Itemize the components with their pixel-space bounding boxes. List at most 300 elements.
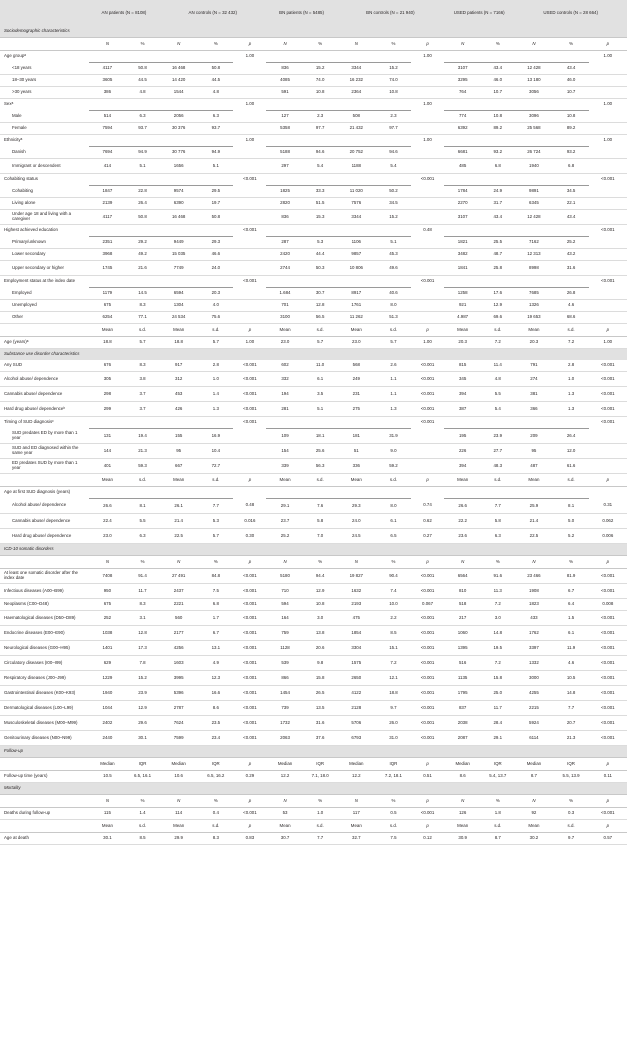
table-cell: 49.6 xyxy=(376,261,411,276)
table-cell: 131 xyxy=(89,429,126,444)
group-title: Timing of SUD diagnosisᶜ xyxy=(4,419,54,425)
table-cell: 7.2 xyxy=(481,337,514,349)
underline-cell xyxy=(266,225,303,237)
table-cell: 6.7 xyxy=(198,626,233,641)
table-cell xyxy=(233,288,266,300)
table-cell: 299 xyxy=(89,402,126,417)
underline-cell xyxy=(266,174,303,186)
table-cell: <0.001 xyxy=(233,731,266,746)
table-cell: <0.001 xyxy=(411,402,444,417)
table-cell: 739 xyxy=(266,701,303,716)
table-cell: 59.3 xyxy=(126,459,159,474)
table-cell: 30.7 xyxy=(266,833,303,845)
table-cell: 4.8 xyxy=(198,87,233,99)
table-cell: 5.7 xyxy=(304,337,337,349)
table-cell: 9574 xyxy=(159,186,198,198)
table-cell xyxy=(589,459,627,474)
table-cell: 0.51 xyxy=(411,771,444,783)
table-cell: 27 491 xyxy=(159,569,198,584)
table-cell: 1.5 xyxy=(554,611,589,626)
table-cell: 1841 xyxy=(444,261,481,276)
table-cell: 837 xyxy=(444,701,481,716)
table-cell: 231 xyxy=(337,387,376,402)
column-header-bn_controls: BN controls (N = 21 940) xyxy=(337,0,444,26)
unit-label: N xyxy=(159,556,198,569)
table-cell: 95 xyxy=(159,444,198,459)
underline-cell xyxy=(126,276,159,288)
table-cell: 8998 xyxy=(514,261,553,276)
table-cell: 93.7 xyxy=(126,123,159,135)
table-cell: 33.3 xyxy=(304,186,337,198)
table-cell xyxy=(233,198,266,210)
table-cell: 5.1 xyxy=(304,402,337,417)
underline-cell xyxy=(444,225,481,237)
table-cell xyxy=(589,186,627,198)
table-cell: 1544 xyxy=(159,87,198,99)
table-cell: 15 035 xyxy=(159,249,198,261)
table-cell: 2650 xyxy=(337,671,376,686)
unit-label: Mean xyxy=(444,820,481,833)
table-cell: <0.001 xyxy=(411,671,444,686)
table-row xyxy=(0,716,627,731)
unit-label: s.d. xyxy=(376,324,411,337)
table-cell: 74.0 xyxy=(304,75,337,87)
table-cell: 2402 xyxy=(89,716,126,731)
table-cell xyxy=(411,186,444,198)
table-cell: 144 xyxy=(89,444,126,459)
table-cell: 8.3 xyxy=(126,300,159,312)
table-cell: 2.8 xyxy=(554,360,589,372)
table-cell: 9891 xyxy=(514,186,553,198)
table-cell: <0.001 xyxy=(233,599,266,611)
table-cell: 5188 xyxy=(266,147,303,159)
header-row xyxy=(0,0,627,26)
underline-cell xyxy=(304,51,337,63)
table-cell: 3.5 xyxy=(304,387,337,402)
underline-cell xyxy=(554,417,589,429)
table-cell: 155 xyxy=(159,429,198,444)
table-cell: 43.4 xyxy=(554,63,589,75)
unit-label: s.d. xyxy=(198,324,233,337)
table-row xyxy=(0,159,627,174)
table-cell: 1632 xyxy=(337,584,376,599)
table-row xyxy=(0,337,627,349)
row-label: Employed xyxy=(0,288,89,300)
underline-cell xyxy=(304,417,337,429)
group-title-row xyxy=(0,276,627,288)
group-title: Sexᵃ xyxy=(4,101,14,107)
table-cell: 1454 xyxy=(266,686,303,701)
unit-label: s.d. xyxy=(481,820,514,833)
units-blank xyxy=(0,556,89,569)
table-cell: 1106 xyxy=(337,237,376,249)
table-cell: <0.001 xyxy=(589,671,627,686)
table-cell: 281 xyxy=(266,402,303,417)
table-cell: 0.30 xyxy=(233,529,266,544)
underline-cell xyxy=(444,174,481,186)
p-value: 1.00 xyxy=(603,53,613,59)
underline-cell xyxy=(444,276,481,288)
table-cell xyxy=(411,63,444,75)
table-cell: 1603 xyxy=(159,656,198,671)
table-cell: 23.0 xyxy=(89,529,126,544)
unit-label: N xyxy=(89,556,126,569)
underline-cell xyxy=(304,99,337,111)
table-cell: 0.83 xyxy=(233,833,266,845)
unit-label: p xyxy=(233,820,266,833)
table-cell: 1762 xyxy=(514,626,553,641)
table-cell: 84.8 xyxy=(198,569,233,584)
table-cell: 6.7 xyxy=(554,584,589,599)
table-cell: 29.9 xyxy=(159,833,198,845)
underline-cell xyxy=(89,174,126,186)
table-cell: 23.4 xyxy=(198,731,233,746)
table-cell: 93.7 xyxy=(198,123,233,135)
row-label: Cohabiting xyxy=(0,186,89,198)
table-cell: <0.001 xyxy=(589,808,627,820)
table-cell xyxy=(233,261,266,276)
unit-label: N xyxy=(266,556,303,569)
column-header-used_patients: USED patients (N = 7166) xyxy=(444,0,514,26)
units-row xyxy=(0,820,627,833)
table-cell xyxy=(233,111,266,123)
table-cell: 7.7 xyxy=(554,701,589,716)
table-cell: 4.0 xyxy=(198,300,233,312)
unit-label: % xyxy=(304,38,337,51)
table-cell: 629 xyxy=(89,656,126,671)
table-cell: 5.5, 13.9 xyxy=(554,771,589,783)
table-cell: 7.7 xyxy=(304,833,337,845)
unit-label: p xyxy=(411,556,444,569)
table-cell: 127 xyxy=(266,111,303,123)
table-cell: 8.6 xyxy=(444,771,481,783)
p-value: <0.001 xyxy=(243,176,257,182)
table-cell: <0.001 xyxy=(411,641,444,656)
underline-cell xyxy=(266,417,303,429)
underline-cell xyxy=(376,225,411,237)
table-cell: 2.2 xyxy=(376,611,411,626)
table-cell: 6345 xyxy=(514,198,553,210)
table-cell: 50.8 xyxy=(198,210,233,225)
units-blank xyxy=(0,820,89,833)
unit-label: IQR xyxy=(481,758,514,771)
table-cell xyxy=(411,459,444,474)
underline-cell xyxy=(266,276,303,288)
table-cell: <0.001 xyxy=(233,626,266,641)
underline-cell xyxy=(126,417,159,429)
table-cell: 6.8 xyxy=(554,159,589,174)
table-cell: 95 xyxy=(514,444,553,459)
table-cell: 29.3 xyxy=(198,237,233,249)
underline-cell xyxy=(198,135,233,147)
p-value: <0.001 xyxy=(601,419,615,425)
table-cell: 2.8 xyxy=(198,360,233,372)
table-cell: 10.5 xyxy=(89,771,126,783)
unit-label: N xyxy=(444,556,481,569)
table-cell: 1.3 xyxy=(554,387,589,402)
table-cell: 21.4 xyxy=(514,514,553,529)
table-cell: 50.3 xyxy=(304,261,337,276)
group-title-row xyxy=(0,487,627,499)
table-cell: 44.5 xyxy=(126,75,159,87)
table-cell xyxy=(411,147,444,159)
table-cell: 21.4 xyxy=(159,514,198,529)
table-row xyxy=(0,626,627,641)
unit-label: s.d. xyxy=(304,324,337,337)
table-cell: 94.9 xyxy=(198,147,233,159)
table-cell: 12 428 xyxy=(514,210,553,225)
section-header xyxy=(0,26,627,38)
table-cell: 44.4 xyxy=(304,249,337,261)
unit-label: p xyxy=(589,820,627,833)
table-cell: 14.8 xyxy=(554,686,589,701)
underline-cell xyxy=(126,99,159,111)
table-cell: 30.7 xyxy=(304,288,337,300)
table-cell: <0.001 xyxy=(233,387,266,402)
table-cell: 8917 xyxy=(337,288,376,300)
underline-cell xyxy=(126,174,159,186)
table-cell: 45.3 xyxy=(376,249,411,261)
unit-label: N xyxy=(337,556,376,569)
table-row xyxy=(0,300,627,312)
table-cell: 59.2 xyxy=(376,459,411,474)
table-cell: 5924 xyxy=(514,716,553,731)
table-row xyxy=(0,87,627,99)
table-cell: 1.00 xyxy=(411,337,444,349)
table-row xyxy=(0,569,627,584)
underline-cell xyxy=(376,51,411,63)
table-cell: 950 xyxy=(89,584,126,599)
row-label: Musculoskeletal diseases (M00–M99) xyxy=(0,716,89,731)
table-cell: 15.3 xyxy=(304,210,337,225)
table-cell: 10.8 xyxy=(376,87,411,99)
table-cell: 5396 xyxy=(159,686,198,701)
underline-cell xyxy=(89,225,126,237)
table-cell: 11.9 xyxy=(554,641,589,656)
p-value: <0.001 xyxy=(601,278,615,284)
group-title: Age groupᵃ xyxy=(4,53,26,59)
table-cell: 25.5 xyxy=(481,237,514,249)
underline-cell xyxy=(337,174,376,186)
table-cell: 539 xyxy=(266,656,303,671)
table-cell: 5.3 xyxy=(198,514,233,529)
table-cell: 32.7 xyxy=(337,833,376,845)
table-cell: 20 752 xyxy=(337,147,376,159)
underline-cell xyxy=(126,135,159,147)
table-cell: <0.001 xyxy=(411,686,444,701)
table-cell: 43.4 xyxy=(481,63,514,75)
table-cell: 18.1 xyxy=(304,429,337,444)
table-cell: <0.001 xyxy=(233,641,266,656)
table-cell: 37.6 xyxy=(304,731,337,746)
underline-cell xyxy=(337,417,376,429)
table-cell: 22.4 xyxy=(89,514,126,529)
table-cell: 12.2 xyxy=(337,771,376,783)
table-cell: 2351 xyxy=(89,237,126,249)
table-cell: 1038 xyxy=(89,626,126,641)
table-cell: 8.0 xyxy=(376,499,411,514)
table-cell: <0.001 xyxy=(233,372,266,387)
row-label: Cannabis abuse/ dependence xyxy=(0,514,89,529)
table-row xyxy=(0,387,627,402)
table-row xyxy=(0,671,627,686)
unit-label: Mean xyxy=(337,820,376,833)
row-label: Haematological diseases (D50–D89) xyxy=(0,611,89,626)
group-title-row xyxy=(0,51,627,63)
table-row xyxy=(0,147,627,159)
row-label: SUD and ED diagnosed within the same year xyxy=(0,444,89,459)
row-label: Neurological diseases (G00–H95) xyxy=(0,641,89,656)
p-value: <0.001 xyxy=(243,419,257,425)
table-cell: 3344 xyxy=(337,210,376,225)
table-cell: 26.4 xyxy=(126,198,159,210)
unit-label: p xyxy=(589,474,627,487)
table-cell: 12.2 xyxy=(266,771,303,783)
underline-cell xyxy=(444,135,481,147)
table-cell: 12.9 xyxy=(304,584,337,599)
table-cell: 2.6 xyxy=(376,360,411,372)
underline-cell xyxy=(554,99,589,111)
table-cell: 0.31 xyxy=(589,499,627,514)
underline-cell xyxy=(159,174,198,186)
table-cell: 94.4 xyxy=(304,569,337,584)
table-cell: 1.0 xyxy=(198,372,233,387)
table-cell xyxy=(233,147,266,159)
table-cell: 2364 xyxy=(337,87,376,99)
table-cell: 13.1 xyxy=(198,641,233,656)
table-cell: 8.6 xyxy=(198,701,233,716)
table-cell: 24 534 xyxy=(159,312,198,324)
table-cell: <0.001 xyxy=(411,626,444,641)
table-cell: 297 xyxy=(266,159,303,174)
underline-cell xyxy=(159,51,198,63)
table-cell: 387 xyxy=(444,402,481,417)
table-cell: 508 xyxy=(337,111,376,123)
table-cell: 3.0 xyxy=(304,611,337,626)
table-cell xyxy=(411,198,444,210)
table-cell: 1.1 xyxy=(376,387,411,402)
table-cell: 10.5 xyxy=(554,671,589,686)
table-cell: 6114 xyxy=(514,731,553,746)
table-cell: 11 020 xyxy=(337,186,376,198)
table-row xyxy=(0,771,627,783)
p-value: 1.00 xyxy=(423,53,432,59)
table-cell: 30.2 xyxy=(514,833,553,845)
underline-cell xyxy=(266,487,303,499)
table-cell: 51 xyxy=(337,444,376,459)
row-label: 18–30 years xyxy=(0,75,89,87)
table-cell: 10.8 xyxy=(304,599,337,611)
row-label: Endocrine diseases (E00–E90) xyxy=(0,626,89,641)
row-label: ED predates SUD by more than 1 year xyxy=(0,459,89,474)
underline-cell xyxy=(198,417,233,429)
table-cell: 312 xyxy=(159,372,198,387)
table-cell: 3304 xyxy=(337,641,376,656)
table-cell: 6392 xyxy=(444,123,481,135)
underline-cell xyxy=(514,487,553,499)
table-cell: 10.0 xyxy=(376,599,411,611)
unit-label: % xyxy=(304,795,337,808)
table-cell: 29.1 xyxy=(266,499,303,514)
table-cell: 5.3 xyxy=(304,237,337,249)
table-cell: 4.6 xyxy=(554,300,589,312)
table-cell: 25.0 xyxy=(481,686,514,701)
table-cell: 249 xyxy=(337,372,376,387)
unit-label: % xyxy=(376,795,411,808)
underline-cell xyxy=(376,174,411,186)
unit-label: % xyxy=(198,795,233,808)
table-cell: 117 xyxy=(337,808,376,820)
p-value xyxy=(589,487,627,499)
table-cell: 5.7 xyxy=(126,337,159,349)
table-cell: 1060 xyxy=(444,626,481,641)
table-cell: 6.1 xyxy=(376,514,411,529)
underline-cell xyxy=(514,99,553,111)
table-cell: 12 313 xyxy=(514,249,553,261)
table-cell: 2787 xyxy=(159,701,198,716)
section-title: ICD-10 somatic disorders xyxy=(0,544,627,556)
table-cell: 22.5 xyxy=(514,529,553,544)
table-cell: 5.4, 13.7 xyxy=(481,771,514,783)
table-cell xyxy=(411,444,444,459)
unit-label: % xyxy=(481,795,514,808)
table-cell: 68.6 xyxy=(554,312,589,324)
table-row xyxy=(0,833,627,845)
table-cell: 3.1 xyxy=(126,611,159,626)
group-title: Age at first SUD diagnosis (years) xyxy=(4,489,71,495)
table-cell: 53 xyxy=(266,808,303,820)
underline-cell xyxy=(198,276,233,288)
table-cell: 74.0 xyxy=(376,75,411,87)
table-cell: 26 724 xyxy=(514,147,553,159)
table-cell: 2038 xyxy=(444,716,481,731)
underline-cell xyxy=(159,99,198,111)
table-row xyxy=(0,701,627,716)
table-cell: 26.6 xyxy=(444,499,481,514)
table-cell: 17.6 xyxy=(481,288,514,300)
table-cell: 667 xyxy=(159,459,198,474)
table-cell xyxy=(233,300,266,312)
table-cell: 7.2 xyxy=(554,337,589,349)
table-cell: 19 827 xyxy=(337,569,376,584)
unit-label: p xyxy=(233,758,266,771)
unit-label: IQR xyxy=(198,758,233,771)
unit-label: p xyxy=(411,820,444,833)
table-cell: 1332 xyxy=(514,656,553,671)
table-cell: 5.1 xyxy=(376,237,411,249)
unit-label: N xyxy=(444,795,481,808)
table-cell: 339 xyxy=(266,459,303,474)
underline-cell xyxy=(126,487,159,499)
table-cell: 7.5 xyxy=(198,584,233,599)
table-cell: 8.5 xyxy=(376,626,411,641)
unit-label: Mean xyxy=(89,474,126,487)
unit-label: Mean xyxy=(89,820,126,833)
units-blank xyxy=(0,324,89,337)
unit-label: IQR xyxy=(304,758,337,771)
table-cell: 30 776 xyxy=(159,147,198,159)
column-header-used_controls: USED controls (N = 28 664) xyxy=(514,0,627,26)
table-cell: 34.5 xyxy=(554,186,589,198)
row-label: Dermatological diseases (L00–L99) xyxy=(0,701,89,716)
table-cell: 93.2 xyxy=(554,147,589,159)
table-row xyxy=(0,611,627,626)
table-row xyxy=(0,731,627,746)
row-label: Infectious diseases (A00–B99) xyxy=(0,584,89,599)
table-cell: 7594 xyxy=(89,123,126,135)
table-row xyxy=(0,210,627,225)
table-cell: 4.6 xyxy=(554,656,589,671)
